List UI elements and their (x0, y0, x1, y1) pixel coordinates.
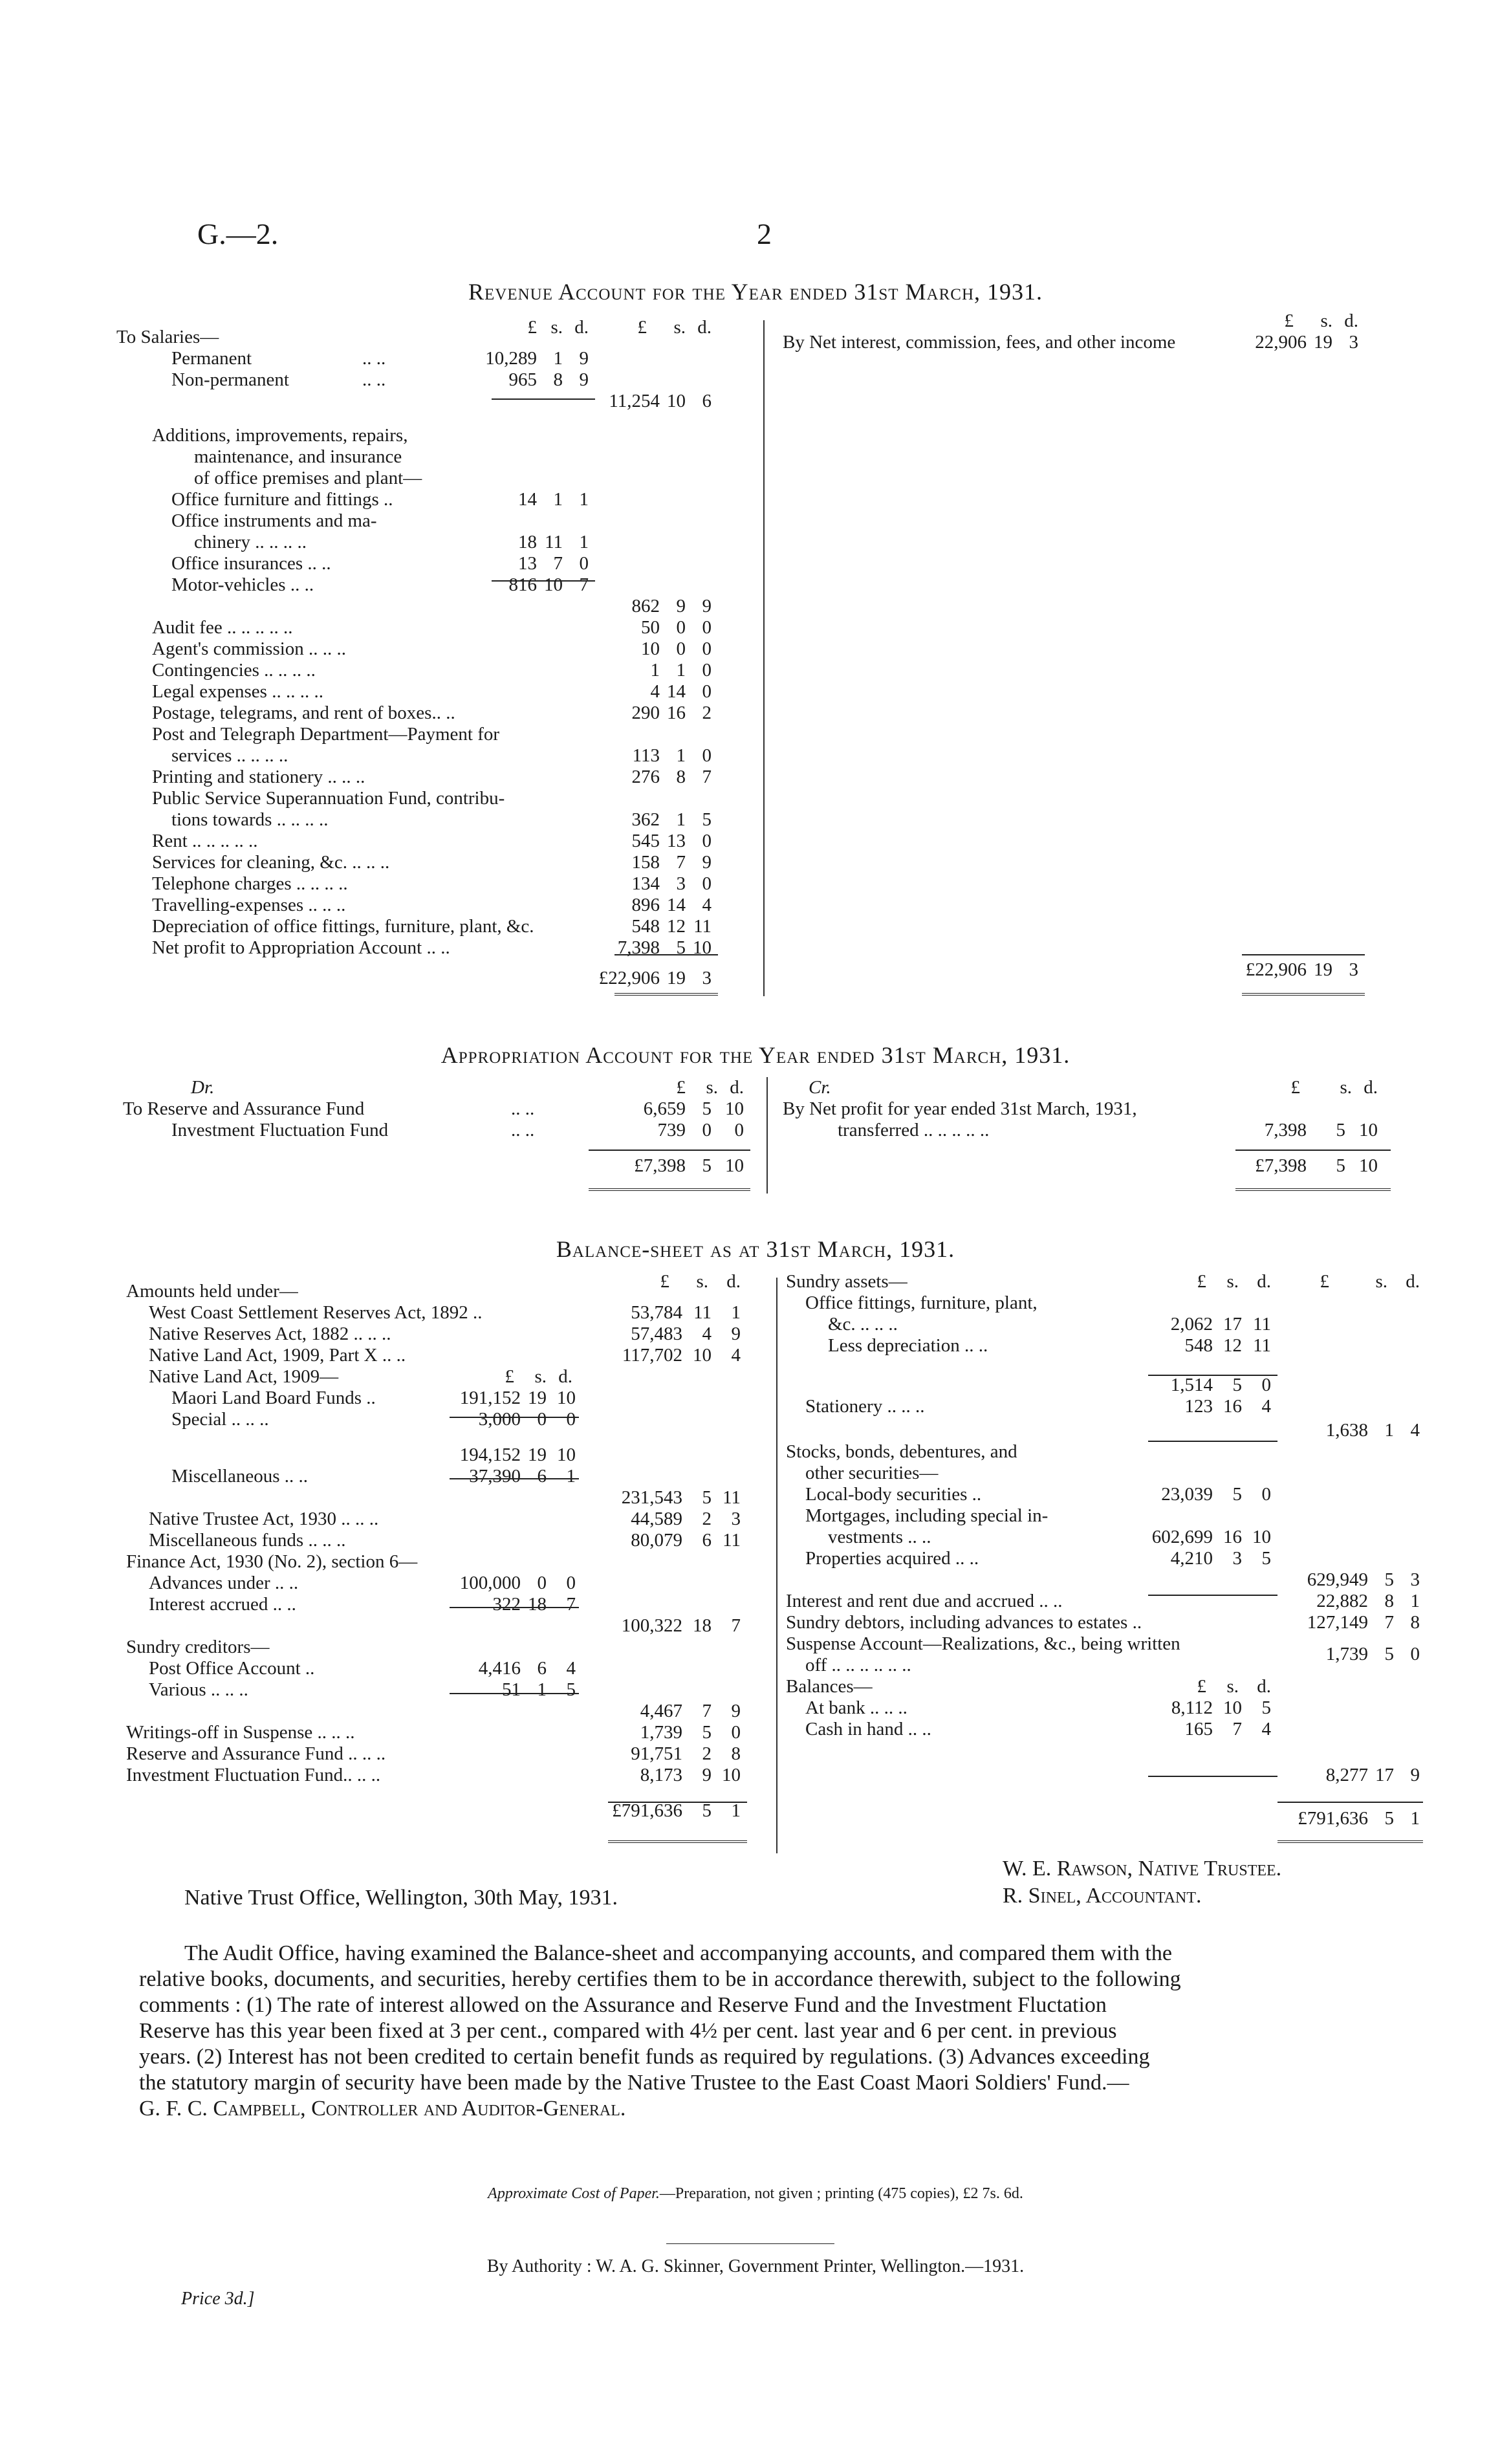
salary-row: Permanent .. .. 10,289 1 9 (171, 348, 589, 369)
mortgages-row: Mortgages, including special in- vestments .. .. 602,699 16 10 (805, 1505, 1271, 1547)
revenue-debit-side (116, 317, 763, 996)
investment-fund-row: Investment Fluctuation Fund.. .. .. 8,173 9 10 (126, 1765, 741, 1785)
appropriation-credit-total: £7,398 5 10 (1255, 1155, 1378, 1176)
expense-row: Contingencies .. .. .. .. 1 1 0 (152, 660, 712, 681)
revenue-account-title: Revenue Account for the Year ended 31st March, 1931. (468, 279, 1043, 305)
additions-heading: of office premises and plant— (194, 468, 422, 488)
expense-row: Agent's commission .. .. .. 10 0 0 (152, 638, 712, 659)
various-row: Various .. .. .. 51 1 5 (149, 1679, 576, 1700)
balances-total: 8,277 17 9 (1325, 1765, 1420, 1785)
rule (614, 954, 718, 955)
assets-heads: Sundry assets— £ s. d. £ s. d. (786, 1271, 1420, 1292)
less-depreciation-row: Less depreciation .. .. 548 12 11 (828, 1335, 1271, 1356)
finance-total: 100,322 18 7 (621, 1615, 741, 1636)
audit-line: the statutory margin of security have been made by the Native Trustee to the East Coast Maori Soldiers' Fund.— (139, 2071, 1129, 2095)
rule (450, 1478, 579, 1479)
price: Price 3d.] (181, 2289, 255, 2309)
rule (450, 1417, 579, 1418)
salaries-total: 11,254 10 6 (609, 391, 712, 411)
net-fittings: 1,514 5 0 (1170, 1375, 1271, 1395)
special-row: Special .. .. .. 3,000 0 0 (171, 1409, 576, 1430)
maori-land-board-row: Maori Land Board Funds .. 191,152 19 10 (171, 1388, 576, 1408)
act-row: Native Land Act, 1909, Part X .. .. 117,702 10 4 (149, 1345, 741, 1366)
balance-sheet-title: Balance-sheet as at 31st March, 1931. (556, 1236, 955, 1262)
balance-liabilities-side (126, 1271, 766, 1853)
expense-row: Audit fee .. .. .. .. .. 50 0 0 (152, 617, 712, 638)
trustee-signature: W. E. Rawson, Native Trustee. (1003, 1857, 1282, 1881)
revenue-credit-heads: £ s. d. (1284, 311, 1358, 331)
appropriation-debit-row: To Reserve and Assurance Fund .. .. 6,659 5 10 (123, 1098, 744, 1119)
audit-line: comments : (1) The rate of interest allowed on the Assurance and Reserve Fund and the Investment Fluctation (139, 1993, 1107, 2017)
expense-row: Rent .. .. .. .. .. 545 13 0 (152, 831, 712, 851)
double-rule (1235, 1188, 1391, 1191)
stocks-total: 629,949 5 3 (1307, 1569, 1420, 1590)
suspense-row: Suspense Account—Realizations, &c., being written off .. .. .. .. .. .. 1,739 5 0 (786, 1633, 1420, 1675)
document-reference: G.—2. (197, 217, 279, 250)
cash-in-hand-row: Cash in hand .. .. 165 7 4 (805, 1719, 1271, 1739)
sundry-assets-total: 1,638 1 4 (1325, 1420, 1420, 1441)
appropriation-account-title: Appropriation Account for the Year ended 31st March, 1931. (440, 1042, 1071, 1068)
appropriation-heads: Dr. £ s. d. (191, 1077, 744, 1098)
revenue-credit-total: £22,906 19 3 (1245, 959, 1358, 980)
liabilities-heads: £ s. d. (660, 1271, 741, 1292)
expense-row: Public Service Superannuation Fund, contribu- tions towards .. .. .. .. 362 1 5 (152, 788, 712, 830)
post-office-row: Post Office Account .. 4,416 6 4 (149, 1658, 576, 1679)
writings-off-row: Writings-off in Suspense .. .. .. 1,739 5 0 (126, 1722, 741, 1743)
audit-line: Reserve has this year been fixed at 3 per cent., compared with 4½ per cent. last year and 6 per cent. in previous (139, 2019, 1117, 2043)
additions-heading: maintenance, and insurance (194, 446, 402, 467)
stocks-heading: Stocks, bonds, debentures, and (786, 1441, 1017, 1462)
rule (589, 1150, 750, 1151)
rule (1235, 1150, 1391, 1151)
balance-assets-side (786, 1271, 1426, 1853)
additions-total: 862 9 9 (631, 596, 712, 616)
salary-row: Non-permanent .. .. 965 8 9 (171, 369, 589, 390)
double-rule (1242, 993, 1365, 996)
rule (1242, 954, 1365, 955)
accountant-signature: R. Sinel, Accountant. (1003, 1884, 1202, 1908)
double-rule (614, 993, 718, 996)
page-number: 2 (757, 217, 772, 250)
addition-row: Office instruments and ma- chinery .. .. .. .. 18 11 1 (171, 510, 589, 552)
addition-row: Office insurances .. .. 13 7 0 (171, 553, 589, 574)
stocks-heading: other securities— (805, 1463, 939, 1483)
expense-row: Net profit to Appropriation Account .. .. 7,398 5 10 (152, 937, 712, 958)
office-and-date: Native Trust Office, Wellington, 30th May, 1931. (184, 1886, 618, 1910)
creditors-total: 4,467 7 9 (640, 1701, 741, 1721)
audit-line: The Audit Office, having examined the Balance-sheet and accompanying accounts, and compared them with the (184, 1941, 1172, 1965)
appropriation-credit-heads: Cr. £ s. d. (809, 1077, 1378, 1098)
local-body-row: Local-body securities .. 23,039 5 0 (805, 1484, 1271, 1505)
balances-heading: Balances— £ s. d. (786, 1676, 1271, 1697)
advances-row: Advances under .. .. 100,000 0 0 (149, 1573, 576, 1593)
reserve-fund-row: Reserve and Assurance Fund .. .. .. 91,751 2 8 (126, 1743, 741, 1764)
double-rule (589, 1188, 750, 1191)
expense-row: Postage, telegrams, and rent of boxes.. .. 290 16 2 (152, 703, 712, 723)
expense-row: Telephone charges .. .. .. .. 134 3 0 (152, 873, 712, 894)
audit-certificate (139, 1941, 1426, 2122)
at-bank-row: At bank .. .. .. 8,112 10 5 (805, 1697, 1271, 1718)
miscellaneous-row: Miscellaneous .. .. 37,390 6 1 (171, 1466, 576, 1487)
expense-row: Legal expenses .. .. .. .. 4 14 0 (152, 681, 712, 702)
native-trustee-act-row: Native Trustee Act, 1930 .. .. .. 44,589 2 3 (149, 1509, 741, 1529)
revenue-credit-side (763, 311, 1410, 996)
fittings-heading: Office fittings, furniture, plant, (805, 1292, 1038, 1313)
audit-line: relative books, documents, and securities, hereby certifies them to be in accordance therewith, subject to the following (139, 1967, 1181, 1991)
double-rule (1277, 1840, 1423, 1843)
appropriation-credit-row: By Net profit for year ended 31st March, 1931, transferred .. .. .. .. .. 7,398 5 10 (783, 1098, 1378, 1140)
audit-line: years. (2) Interest has not been credited to certain benefit funds as required by regulations. (3) Advances exceeding (139, 2045, 1150, 2069)
column-divider (776, 1278, 777, 1853)
rule (1277, 1802, 1423, 1803)
act-row: Native Reserves Act, 1882 .. .. .. 57,483 4 9 (149, 1324, 741, 1344)
cost-note (0, 2185, 1511, 2203)
finance-act-heading: Finance Act, 1930 (No. 2), section 6— (126, 1551, 418, 1572)
rule (492, 580, 595, 582)
revenue-debit-total: £22,906 19 3 (598, 968, 712, 988)
addition-row: Office furniture and fittings .. 14 1 1 (171, 489, 589, 510)
expense-row: Printing and stationery .. .. .. 276 8 7 (152, 767, 712, 787)
stationery-row: Stationery .. .. .. 123 16 4 (805, 1396, 1271, 1417)
nla-total: 231,543 5 11 (621, 1487, 741, 1508)
additions-heading: Additions, improvements, repairs, (152, 425, 408, 446)
act-row: West Coast Settlement Reserves Act, 1892 .. 53,784 11 1 (149, 1302, 741, 1323)
fittings-row: &c. .. .. .. 2,062 17 11 (828, 1314, 1271, 1335)
cost-label: Approximate Cost of Paper. (488, 2185, 660, 2202)
interest-accrued-row: Interest accrued .. .. 322 18 7 (149, 1594, 576, 1615)
column-divider (766, 1077, 768, 1194)
amounts-held-heading: Amounts held under— (126, 1281, 298, 1302)
sundry-creditors-heading: Sundry creditors— (126, 1637, 270, 1657)
appropriation-debit-total: £7,398 5 10 (634, 1155, 744, 1176)
interest-rent-row: Interest and rent due and accrued .. .. 22,882 8 1 (786, 1591, 1420, 1611)
addition-row: Motor-vehicles .. .. 816 10 7 (171, 574, 589, 595)
appropriation-debit-side (123, 1077, 763, 1194)
appropriation-credit-side (783, 1077, 1423, 1194)
printer-authority: By Authority : W. A. G. Skinner, Government Printer, Wellington.—1931. (486, 2256, 1025, 2276)
properties-row: Properties acquired .. .. 4,210 3 5 (805, 1548, 1271, 1569)
double-rule (608, 1840, 747, 1843)
revenue-column-heads: £ s. d. £ s. d. (527, 317, 712, 338)
native-land-act-1909: Native Land Act, 1909— £ s. d. (149, 1366, 572, 1387)
expense-row: Services for cleaning, &c. .. .. .. 158 7 9 (152, 852, 712, 873)
assets-total: £791,636 5 1 (1298, 1808, 1420, 1829)
appropriation-debit-row: Investment Fluctuation Fund .. .. 739 0 0 (171, 1120, 744, 1140)
liabilities-total: £791,636 5 1 (612, 1800, 741, 1821)
footer-rule (666, 2243, 834, 2244)
salaries-heading: To Salaries— (116, 327, 219, 347)
expense-row: Travelling-expenses .. .. .. 896 14 4 (152, 895, 712, 915)
misc-funds-row: Miscellaneous funds .. .. .. 80,079 6 11 (149, 1530, 741, 1551)
rule (450, 1693, 579, 1694)
expense-row: Post and Telegraph Department—Payment for services .. .. .. .. 113 1 0 (152, 724, 712, 766)
rule (450, 1607, 579, 1608)
sundry-debtors-row: Sundry debtors, including advances to estates .. 127,149 7 8 (786, 1612, 1420, 1633)
revenue-credit-row: By Net interest, commission, fees, and other income 22,906 19 3 (783, 332, 1358, 353)
nla-subtotal: 194,152 19 10 (459, 1445, 576, 1465)
expense-row: Depreciation of office fittings, furniture, plant, &c. 548 12 11 (152, 916, 712, 937)
cost-text: —Preparation, not given ; printing (475 copies), £2 7s. 6d. (659, 2185, 1023, 2202)
audit-line: G. F. C. Campbell, Controller and Auditor-General. (139, 2097, 626, 2121)
